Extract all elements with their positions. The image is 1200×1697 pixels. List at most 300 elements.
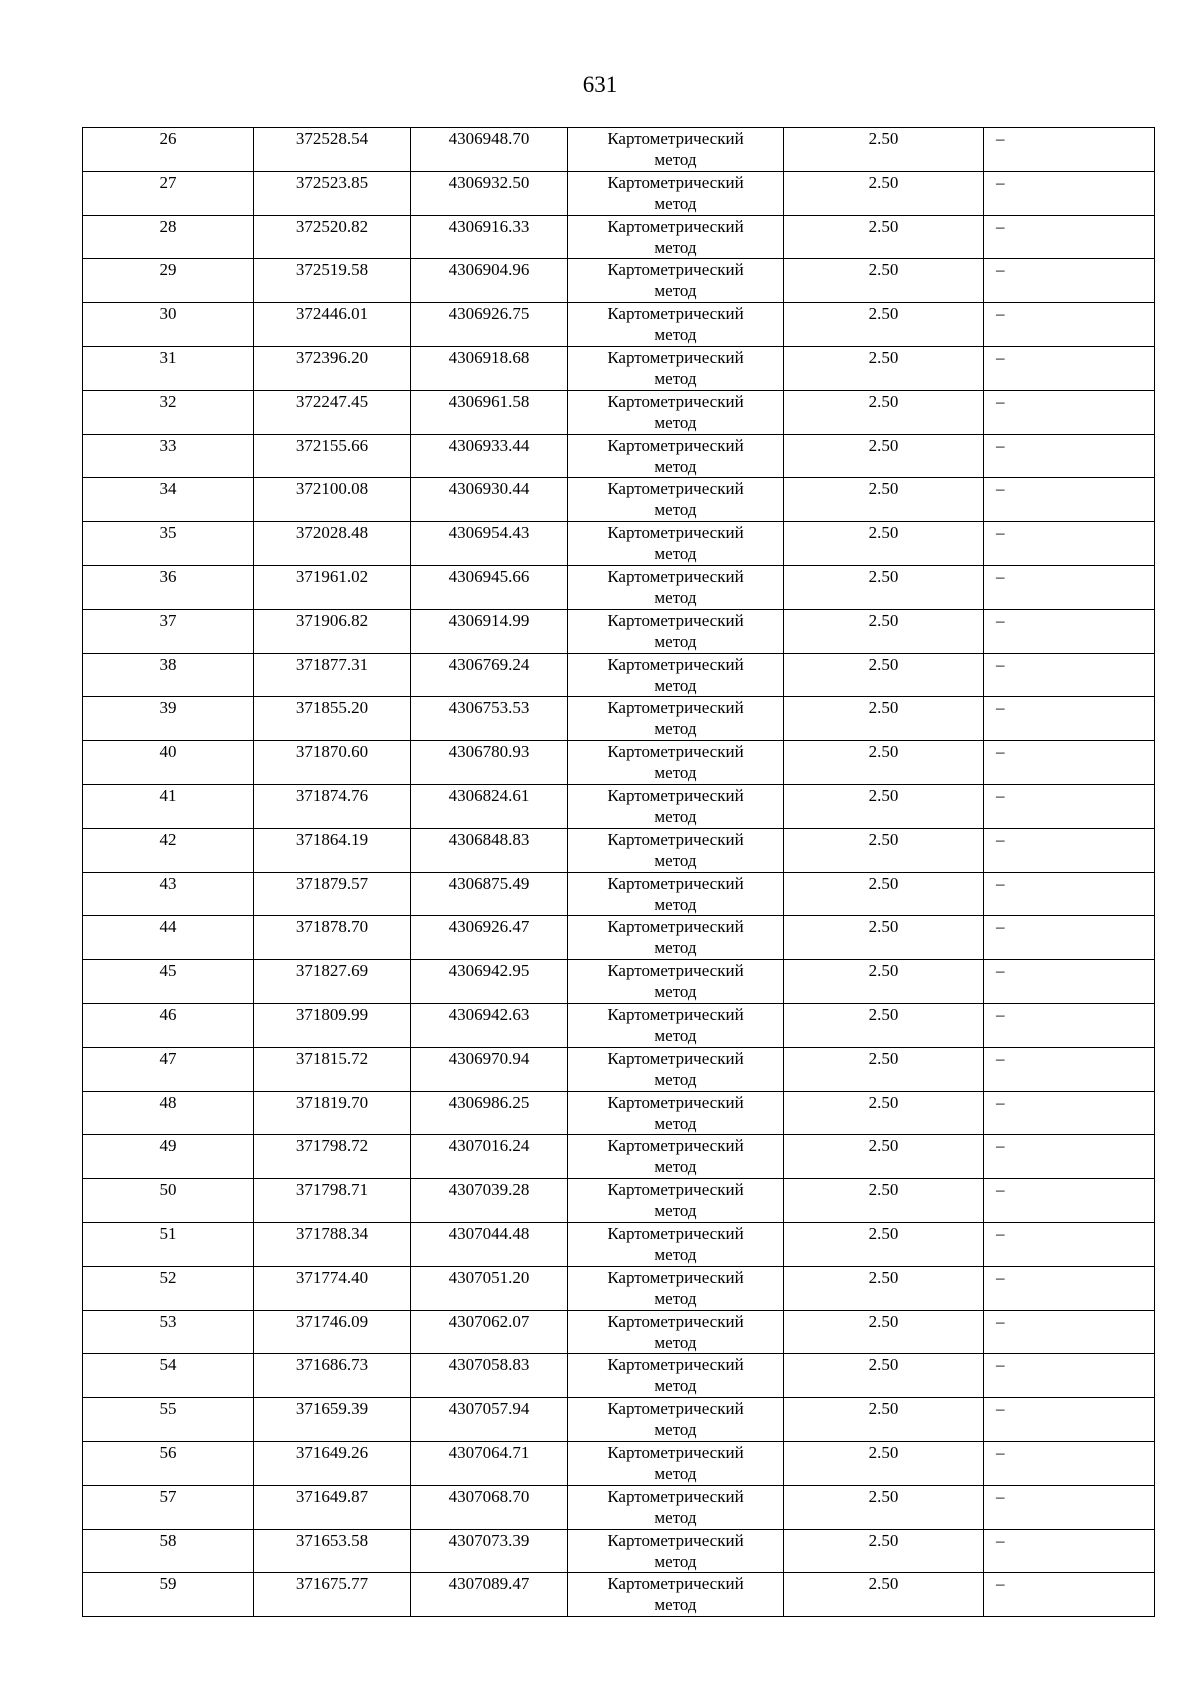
note-cell-text: – <box>996 347 1005 367</box>
y-coordinate-cell <box>411 960 568 1004</box>
accuracy-cell-text: 2.50 <box>868 742 899 762</box>
y-coordinate-cell-text: 4306945.66 <box>448 566 530 586</box>
method-cell <box>568 828 784 872</box>
x-coordinate-cell <box>254 171 411 215</box>
y-coordinate-cell <box>411 128 568 172</box>
table-row <box>83 434 1155 478</box>
coordinates-table-wrapper <box>82 127 1154 1617</box>
accuracy-cell-text: 2.50 <box>868 1180 899 1200</box>
x-coordinate-cell <box>254 653 411 697</box>
accuracy-cell <box>784 1529 984 1573</box>
table-row <box>83 1091 1155 1135</box>
method-line-2: метод <box>654 193 697 213</box>
note-cell-text: – <box>996 172 1005 192</box>
point-number-cell-text: 35 <box>159 523 177 543</box>
method-line-2: метод <box>654 544 697 564</box>
accuracy-cell <box>784 872 984 916</box>
accuracy-cell-text: 2.50 <box>868 260 899 280</box>
x-coordinate-cell <box>254 522 411 566</box>
accuracy-cell <box>784 1441 984 1485</box>
note-cell-text: – <box>996 829 1005 849</box>
method-line-2: метод <box>654 982 697 1002</box>
method-line-2: метод <box>654 1420 697 1440</box>
accuracy-cell <box>784 1573 984 1617</box>
accuracy-cell-text: 2.50 <box>868 1574 899 1594</box>
x-coordinate-cell-text: 371878.70 <box>295 917 369 937</box>
method-cell <box>568 478 784 522</box>
y-coordinate-cell-text: 4306914.99 <box>448 610 530 630</box>
x-coordinate-cell-text: 371864.19 <box>295 829 369 849</box>
point-number-cell-text: 56 <box>159 1442 177 1462</box>
point-number-cell-text: 36 <box>159 566 177 586</box>
x-coordinate-cell <box>254 1398 411 1442</box>
accuracy-cell <box>784 390 984 434</box>
point-number-cell <box>83 215 254 259</box>
table-row <box>83 1179 1155 1223</box>
accuracy-cell-text: 2.50 <box>868 1048 899 1068</box>
method-cell <box>568 215 784 259</box>
x-coordinate-cell <box>254 1003 411 1047</box>
x-coordinate-cell-text: 371874.76 <box>295 785 369 805</box>
method-line-2: метод <box>654 938 697 958</box>
y-coordinate-cell <box>411 215 568 259</box>
note-cell-text: – <box>996 1180 1005 1200</box>
accuracy-cell-text: 2.50 <box>868 785 899 805</box>
accuracy-cell <box>784 784 984 828</box>
point-number-cell <box>83 434 254 478</box>
y-coordinate-cell <box>411 784 568 828</box>
accuracy-cell <box>784 1485 984 1529</box>
accuracy-cell <box>784 171 984 215</box>
x-coordinate-cell <box>254 478 411 522</box>
y-coordinate-cell <box>411 609 568 653</box>
accuracy-cell <box>784 1179 984 1223</box>
method-line-2: метод <box>654 806 697 826</box>
accuracy-cell-text: 2.50 <box>868 1311 899 1331</box>
x-coordinate-cell <box>254 1310 411 1354</box>
y-coordinate-cell <box>411 478 568 522</box>
method-cell <box>568 1003 784 1047</box>
note-cell <box>984 1179 1155 1223</box>
point-number-cell-text: 52 <box>159 1267 177 1287</box>
note-cell <box>984 1003 1155 1047</box>
method-cell <box>568 697 784 741</box>
accuracy-cell <box>784 916 984 960</box>
accuracy-cell-text: 2.50 <box>868 1399 899 1419</box>
accuracy-cell-text: 2.50 <box>868 698 899 718</box>
method-line-2: метод <box>654 1551 697 1571</box>
accuracy-cell <box>784 128 984 172</box>
note-cell-text: – <box>996 1311 1005 1331</box>
method-line-1: Картометрический <box>607 1530 744 1550</box>
note-cell <box>984 303 1155 347</box>
note-cell <box>984 1529 1155 1573</box>
y-coordinate-cell-text: 4306986.25 <box>448 1092 530 1112</box>
point-number-cell <box>83 1266 254 1310</box>
method-cell <box>568 1266 784 1310</box>
y-coordinate-cell-text: 4306942.95 <box>448 961 530 981</box>
point-number-cell-text: 51 <box>159 1223 177 1243</box>
y-coordinate-cell <box>411 522 568 566</box>
x-coordinate-cell-text: 372100.08 <box>295 479 369 499</box>
method-line-1: Картометрический <box>607 1486 744 1506</box>
method-cell <box>568 784 784 828</box>
method-line-1: Картометрический <box>607 654 744 674</box>
note-cell <box>984 1441 1155 1485</box>
method-line-2: метод <box>654 1244 697 1264</box>
method-line-2: метод <box>654 850 697 870</box>
method-cell <box>568 1047 784 1091</box>
method-line-1: Картометрический <box>607 1399 744 1419</box>
note-cell <box>984 1354 1155 1398</box>
note-cell <box>984 171 1155 215</box>
accuracy-cell-text: 2.50 <box>868 172 899 192</box>
accuracy-cell-text: 2.50 <box>868 216 899 236</box>
note-cell-text: – <box>996 1399 1005 1419</box>
method-line-2: метод <box>654 1332 697 1352</box>
point-number-cell-text: 38 <box>159 654 177 674</box>
y-coordinate-cell <box>411 828 568 872</box>
x-coordinate-cell <box>254 259 411 303</box>
method-line-1: Картометрический <box>607 1355 744 1375</box>
point-number-cell <box>83 1179 254 1223</box>
note-cell-text: – <box>996 260 1005 280</box>
note-cell <box>984 522 1155 566</box>
note-cell-text: – <box>996 1223 1005 1243</box>
y-coordinate-cell <box>411 1222 568 1266</box>
point-number-cell-text: 26 <box>159 129 177 148</box>
x-coordinate-cell <box>254 1529 411 1573</box>
y-coordinate-cell-text: 4306970.94 <box>448 1048 530 1068</box>
point-number-cell <box>83 828 254 872</box>
method-line-1: Картометрический <box>607 1442 744 1462</box>
point-number-cell-text: 31 <box>159 347 177 367</box>
note-cell-text: – <box>996 1574 1005 1594</box>
y-coordinate-cell <box>411 1091 568 1135</box>
note-cell-text: – <box>996 566 1005 586</box>
note-cell-text: – <box>996 1442 1005 1462</box>
method-line-2: метод <box>654 1201 697 1221</box>
x-coordinate-cell-text: 372396.20 <box>295 347 369 367</box>
accuracy-cell <box>784 478 984 522</box>
method-line-1: Картометрический <box>607 1267 744 1287</box>
y-coordinate-cell <box>411 565 568 609</box>
y-coordinate-cell <box>411 1003 568 1047</box>
note-cell-text: – <box>996 610 1005 630</box>
note-cell <box>984 609 1155 653</box>
point-number-cell <box>83 653 254 697</box>
method-line-2: метод <box>654 631 697 651</box>
method-line-1: Картометрический <box>607 479 744 499</box>
table-row <box>83 741 1155 785</box>
method-line-1: Картометрический <box>607 172 744 192</box>
method-line-2: метод <box>654 1376 697 1396</box>
table-row <box>83 522 1155 566</box>
point-number-cell-text: 47 <box>159 1048 177 1068</box>
method-cell <box>568 1573 784 1617</box>
note-cell <box>984 1091 1155 1135</box>
accuracy-cell <box>784 1354 984 1398</box>
accuracy-cell-text: 2.50 <box>868 1486 899 1506</box>
accuracy-cell <box>784 828 984 872</box>
method-cell <box>568 960 784 1004</box>
coordinates-table-body <box>83 128 1155 1617</box>
point-number-cell <box>83 259 254 303</box>
point-number-cell <box>83 1091 254 1135</box>
table-row <box>83 1573 1155 1617</box>
point-number-cell <box>83 1485 254 1529</box>
note-cell-text: – <box>996 1092 1005 1112</box>
table-row <box>83 1529 1155 1573</box>
accuracy-cell <box>784 215 984 259</box>
coordinates-table <box>82 127 1155 1617</box>
x-coordinate-cell-text: 371855.20 <box>295 698 369 718</box>
point-number-cell <box>83 1441 254 1485</box>
y-coordinate-cell <box>411 390 568 434</box>
y-coordinate-cell <box>411 653 568 697</box>
accuracy-cell-text: 2.50 <box>868 1530 899 1550</box>
y-coordinate-cell <box>411 1047 568 1091</box>
point-number-cell-text: 46 <box>159 1004 177 1024</box>
x-coordinate-cell <box>254 565 411 609</box>
table-row <box>83 259 1155 303</box>
point-number-cell-text: 54 <box>159 1355 177 1375</box>
method-line-1: Картометрический <box>607 435 744 455</box>
note-cell-text: – <box>996 742 1005 762</box>
x-coordinate-cell-text: 371827.69 <box>295 961 369 981</box>
method-cell <box>568 303 784 347</box>
x-coordinate-cell-text: 372247.45 <box>295 391 369 411</box>
x-coordinate-cell-text: 371906.82 <box>295 610 369 630</box>
page-number: 631 <box>582 72 618 97</box>
method-cell <box>568 1398 784 1442</box>
point-number-cell-text: 48 <box>159 1092 177 1112</box>
note-cell <box>984 697 1155 741</box>
accuracy-cell-text: 2.50 <box>868 1136 899 1156</box>
method-line-1: Картометрический <box>607 523 744 543</box>
x-coordinate-cell-text: 371653.58 <box>295 1530 369 1550</box>
method-line-2: метод <box>654 325 697 345</box>
note-cell-text: – <box>996 1136 1005 1156</box>
accuracy-cell <box>784 303 984 347</box>
table-row <box>83 478 1155 522</box>
point-number-cell <box>83 522 254 566</box>
y-coordinate-cell-text: 4306848.83 <box>448 829 530 849</box>
x-coordinate-cell <box>254 1135 411 1179</box>
point-number-cell <box>83 1529 254 1573</box>
note-cell-text: – <box>996 129 1005 148</box>
method-line-2: метод <box>654 1595 697 1615</box>
method-line-2: метод <box>654 1507 697 1527</box>
method-line-1: Картометрический <box>607 347 744 367</box>
method-line-1: Картометрический <box>607 1048 744 1068</box>
method-cell <box>568 1354 784 1398</box>
note-cell <box>984 1310 1155 1354</box>
note-cell <box>984 1047 1155 1091</box>
x-coordinate-cell-text: 371815.72 <box>295 1048 369 1068</box>
accuracy-cell <box>784 1047 984 1091</box>
method-cell <box>568 1310 784 1354</box>
method-cell <box>568 1529 784 1573</box>
point-number-cell <box>83 1135 254 1179</box>
note-cell <box>984 1266 1155 1310</box>
table-row <box>83 653 1155 697</box>
y-coordinate-cell <box>411 1266 568 1310</box>
point-number-cell <box>83 1222 254 1266</box>
accuracy-cell-text: 2.50 <box>868 129 899 148</box>
x-coordinate-cell-text: 371961.02 <box>295 566 369 586</box>
method-line-2: метод <box>654 1463 697 1483</box>
method-line-1: Картометрический <box>607 610 744 630</box>
accuracy-cell <box>784 259 984 303</box>
method-cell <box>568 872 784 916</box>
x-coordinate-cell-text: 371877.31 <box>295 654 369 674</box>
accuracy-cell-text: 2.50 <box>868 1004 899 1024</box>
note-cell <box>984 1573 1155 1617</box>
note-cell-text: – <box>996 1267 1005 1287</box>
accuracy-cell <box>784 565 984 609</box>
note-cell <box>984 1485 1155 1529</box>
y-coordinate-cell <box>411 346 568 390</box>
accuracy-cell-text: 2.50 <box>868 347 899 367</box>
method-line-1: Картометрический <box>607 260 744 280</box>
accuracy-cell <box>784 1266 984 1310</box>
method-line-1: Картометрический <box>607 216 744 236</box>
note-cell-text: – <box>996 1486 1005 1506</box>
point-number-cell <box>83 128 254 172</box>
y-coordinate-cell <box>411 697 568 741</box>
note-cell-text: – <box>996 523 1005 543</box>
x-coordinate-cell-text: 372523.85 <box>295 172 369 192</box>
point-number-cell <box>83 478 254 522</box>
method-line-1: Картометрический <box>607 742 744 762</box>
y-coordinate-cell <box>411 1441 568 1485</box>
accuracy-cell-text: 2.50 <box>868 1092 899 1112</box>
y-coordinate-cell-text: 4307058.83 <box>448 1355 530 1375</box>
note-cell-text: – <box>996 304 1005 324</box>
accuracy-cell <box>784 1222 984 1266</box>
table-row <box>83 1003 1155 1047</box>
x-coordinate-cell-text: 372028.48 <box>295 523 369 543</box>
point-number-cell-text: 37 <box>159 610 177 630</box>
note-cell <box>984 872 1155 916</box>
note-cell <box>984 784 1155 828</box>
y-coordinate-cell <box>411 916 568 960</box>
x-coordinate-cell <box>254 872 411 916</box>
note-cell <box>984 259 1155 303</box>
method-cell <box>568 609 784 653</box>
point-number-cell-text: 55 <box>159 1399 177 1419</box>
accuracy-cell-text: 2.50 <box>868 523 899 543</box>
point-number-cell <box>83 346 254 390</box>
y-coordinate-cell <box>411 1398 568 1442</box>
point-number-cell-text: 44 <box>159 917 177 937</box>
method-line-2: метод <box>654 1157 697 1177</box>
x-coordinate-cell <box>254 434 411 478</box>
point-number-cell <box>83 741 254 785</box>
point-number-cell <box>83 390 254 434</box>
point-number-cell <box>83 784 254 828</box>
table-row <box>83 1047 1155 1091</box>
table-row <box>83 916 1155 960</box>
y-coordinate-cell <box>411 1310 568 1354</box>
x-coordinate-cell <box>254 697 411 741</box>
note-cell-text: – <box>996 391 1005 411</box>
method-line-1: Картометрический <box>607 391 744 411</box>
method-line-1: Картометрический <box>607 566 744 586</box>
point-number-cell <box>83 960 254 1004</box>
method-cell <box>568 916 784 960</box>
note-cell <box>984 390 1155 434</box>
method-line-2: метод <box>654 1069 697 1089</box>
y-coordinate-cell <box>411 259 568 303</box>
note-cell <box>984 1135 1155 1179</box>
y-coordinate-cell-text: 4306961.58 <box>448 391 530 411</box>
accuracy-cell-text: 2.50 <box>868 610 899 630</box>
y-coordinate-cell-text: 4306769.24 <box>448 654 530 674</box>
point-number-cell-text: 39 <box>159 698 177 718</box>
accuracy-cell-text: 2.50 <box>868 1223 899 1243</box>
table-row <box>83 1441 1155 1485</box>
accuracy-cell-text: 2.50 <box>868 873 899 893</box>
y-coordinate-cell <box>411 741 568 785</box>
method-line-1: Картометрический <box>607 304 744 324</box>
point-number-cell-text: 43 <box>159 873 177 893</box>
note-cell-text: – <box>996 917 1005 937</box>
point-number-cell <box>83 303 254 347</box>
accuracy-cell <box>784 434 984 478</box>
note-cell-text: – <box>996 961 1005 981</box>
y-coordinate-cell <box>411 1573 568 1617</box>
point-number-cell <box>83 872 254 916</box>
method-line-2: метод <box>654 1288 697 1308</box>
y-coordinate-cell-text: 4306933.44 <box>448 435 530 455</box>
table-row <box>83 128 1155 172</box>
note-cell-text: – <box>996 435 1005 455</box>
y-coordinate-cell <box>411 1485 568 1529</box>
method-cell <box>568 1485 784 1529</box>
point-number-cell-text: 45 <box>159 961 177 981</box>
y-coordinate-cell-text: 4306954.43 <box>448 523 530 543</box>
table-row <box>83 303 1155 347</box>
point-number-cell-text: 28 <box>159 216 177 236</box>
y-coordinate-cell <box>411 171 568 215</box>
note-cell <box>984 215 1155 259</box>
y-coordinate-cell-text: 4306875.49 <box>448 873 530 893</box>
x-coordinate-cell-text: 371649.87 <box>295 1486 369 1506</box>
x-coordinate-cell <box>254 828 411 872</box>
table-row <box>83 1266 1155 1310</box>
y-coordinate-cell-text: 4306942.63 <box>448 1004 530 1024</box>
note-cell <box>984 1222 1155 1266</box>
note-cell <box>984 434 1155 478</box>
y-coordinate-cell-text: 4307051.20 <box>448 1267 530 1287</box>
y-coordinate-cell <box>411 303 568 347</box>
point-number-cell <box>83 1573 254 1617</box>
accuracy-cell <box>784 346 984 390</box>
point-number-cell <box>83 565 254 609</box>
note-cell <box>984 828 1155 872</box>
point-number-cell <box>83 1003 254 1047</box>
y-coordinate-cell-text: 4306916.33 <box>448 216 530 236</box>
x-coordinate-cell <box>254 1266 411 1310</box>
note-cell-text: – <box>996 479 1005 499</box>
x-coordinate-cell <box>254 1354 411 1398</box>
note-cell-text: – <box>996 873 1005 893</box>
y-coordinate-cell-text: 4306824.61 <box>448 785 530 805</box>
point-number-cell-text: 33 <box>159 435 177 455</box>
method-cell <box>568 1179 784 1223</box>
